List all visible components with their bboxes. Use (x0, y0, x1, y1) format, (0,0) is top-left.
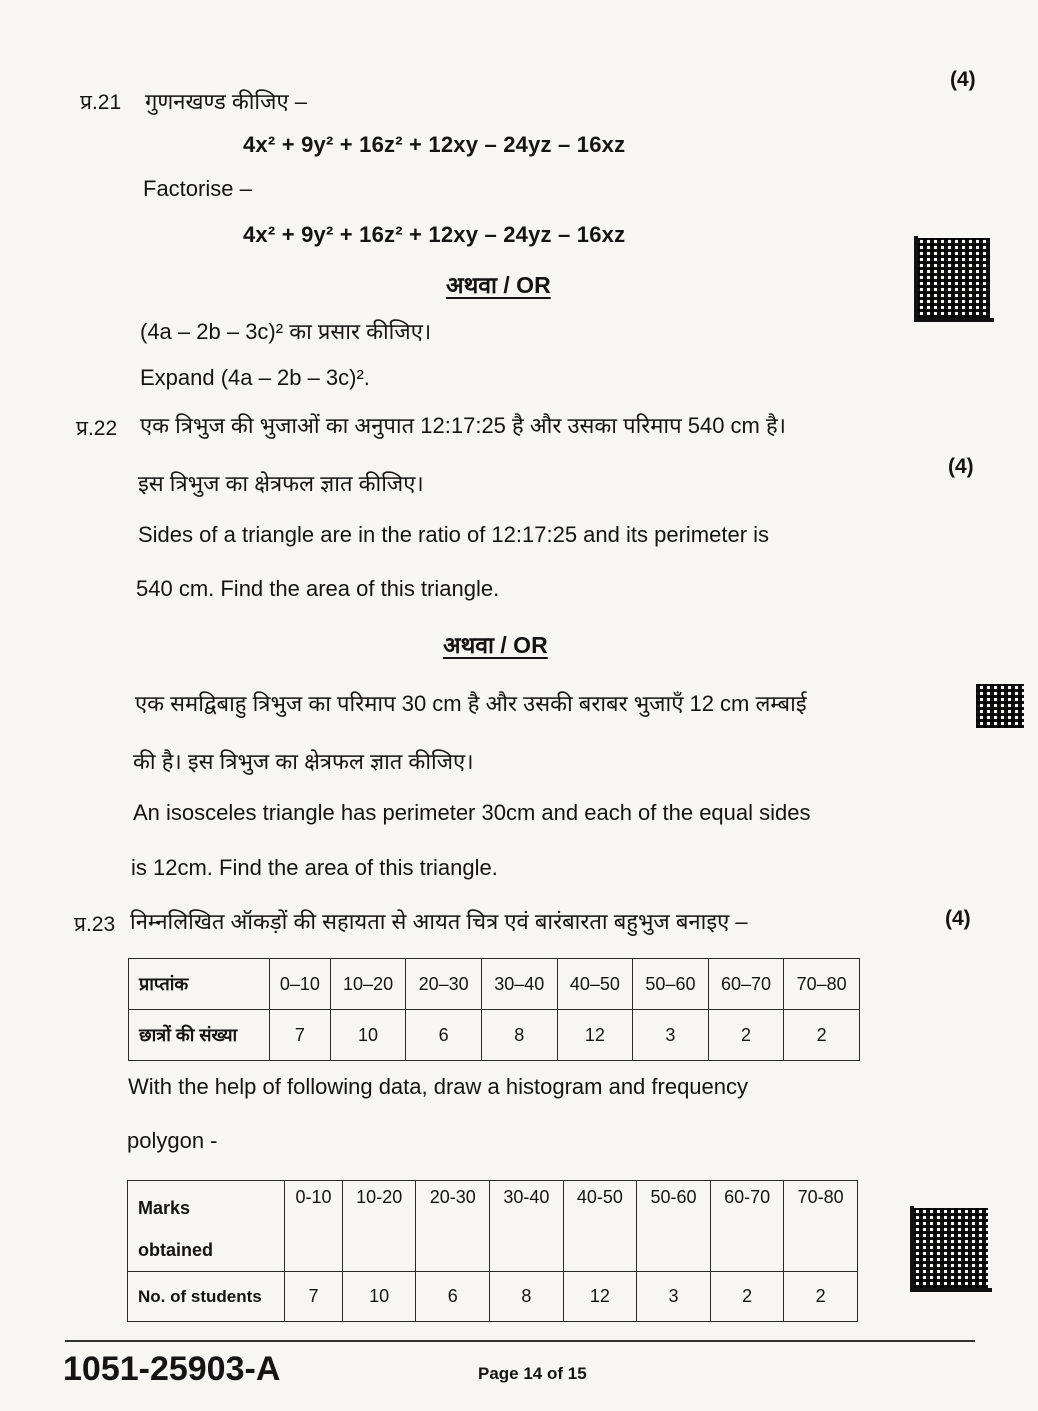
q22-marks: (4) (948, 455, 974, 478)
q23-english-line-2: polygon - (127, 1128, 218, 1153)
datamatrix-frame (914, 236, 994, 322)
table-row (128, 1181, 858, 1272)
table-cell: 70-80 (784, 1181, 858, 1272)
table-cell: 0-10 (285, 1181, 343, 1272)
table-cell: 2 (710, 1272, 784, 1322)
table-cell: 3 (633, 1010, 709, 1061)
table-cell: 12 (557, 1010, 633, 1061)
q22-alt-hindi-line-2: की है। इस त्रिभुज का क्षेत्रफल ज्ञात कीजिए। (133, 749, 474, 774)
q21-marks: (4) (950, 68, 976, 91)
table-cell: 30-40 (490, 1181, 564, 1272)
table-row-label (128, 1181, 285, 1272)
table-cell: 8 (490, 1272, 564, 1322)
table-cell: 50-60 (637, 1181, 711, 1272)
q22-or-divider: अथवा / OR (443, 632, 548, 658)
table-cell: 3 (637, 1272, 711, 1322)
table-row-label: No. of students (128, 1272, 285, 1322)
table-cell: 60-70 (710, 1181, 784, 1272)
qr-code-icon (976, 684, 1024, 728)
hindi-data-table (128, 958, 860, 1061)
marks-label-line-1: Marks (138, 1198, 191, 1218)
table-cell: 0–10 (270, 959, 331, 1010)
q22-alt-english-line-2: is 12cm. Find the area of this triangle. (131, 855, 498, 880)
table-row (129, 1010, 860, 1061)
q23-number: प्र.23 (74, 913, 116, 936)
table-cell: 2 (784, 1010, 860, 1061)
paper-code: 1051-25903-A (63, 1350, 281, 1388)
q21-number: प्र.21 (80, 91, 122, 114)
q23-marks: (4) (945, 907, 971, 930)
table-cell: 12 (563, 1272, 637, 1322)
q21-english-prompt: Factorise – (143, 176, 252, 201)
table-cell: 6 (416, 1272, 490, 1322)
footer-rule (65, 1340, 975, 1342)
table-cell: 2 (784, 1272, 858, 1322)
q21-hindi-prompt: गुणनखण्ड कीजिए – (145, 89, 307, 114)
marks-label-line-2: obtained (138, 1240, 213, 1260)
q22-english-line-2: 540 cm. Find the area of this triangle. (136, 576, 500, 601)
table-cell: 10 (330, 1010, 406, 1061)
table-row (128, 1272, 858, 1322)
table-cell: 20–30 (406, 959, 482, 1010)
q23-english-line-1: With the help of following data, draw a histogram and frequency (128, 1074, 749, 1099)
q22-hindi-line-2: इस त्रिभुज का क्षेत्रफल ज्ञात कीजिए। (138, 471, 424, 496)
table-cell: 10 (342, 1272, 416, 1322)
english-data-table (127, 1180, 858, 1322)
q21-expression-english: 4x² + 9y² + 16z² + 12xy – 24yz – 16xz (243, 222, 626, 247)
q22-english-line-1: Sides of a triangle are in the ratio of 12:17:25 and its perimeter is (138, 522, 770, 547)
page-number: Page 14 of 15 (478, 1364, 587, 1383)
table-cell: 40–50 (557, 959, 633, 1010)
q21-expression-hindi: 4x² + 9y² + 16z² + 12xy – 24yz – 16xz (243, 132, 626, 157)
table-cell: 8 (481, 1010, 557, 1061)
table-cell: 40-50 (563, 1181, 637, 1272)
table-cell: 2 (708, 1010, 784, 1061)
table-row (129, 959, 860, 1010)
table-cell: 7 (285, 1272, 343, 1322)
q21-or-divider: अथवा / OR (446, 272, 551, 298)
q22-hindi-line-1: एक त्रिभुज की भुजाओं का अनुपात 12:17:25 है और उसका परिमाप 540 cm है। (140, 413, 787, 438)
table-cell: 10–20 (330, 959, 406, 1010)
table-cell: 30–40 (481, 959, 557, 1010)
q22-alt-hindi-line-1: एक समद्विबाहु त्रिभुज का परिमाप 30 cm है और उसकी बराबर भुजाएँ 12 cm लम्बाई (135, 691, 807, 716)
q21-alt-english: Expand (4a – 2b – 3c)². (140, 365, 370, 390)
table-cell: 60–70 (708, 959, 784, 1010)
q22-alt-english-line-1: An isosceles triangle has perimeter 30cm and each of the equal sides (133, 800, 811, 825)
table-cell: 7 (270, 1010, 331, 1061)
table-cell: 20-30 (416, 1181, 490, 1272)
table-cell: 10-20 (342, 1181, 416, 1272)
q23-hindi-prompt: निम्नलिखित ऑकड़ों की सहायता से आयत चित्र एवं बारंबारता बहुभुज बनाइए – (130, 909, 748, 934)
table-cell: 70–80 (784, 959, 860, 1010)
table-cell: 50–60 (633, 959, 709, 1010)
q22-number: प्र.22 (76, 417, 118, 440)
q21-alt-hindi: (4a – 2b – 3c)² का प्रसार कीजिए। (140, 319, 432, 344)
datamatrix-frame (910, 1206, 992, 1292)
table-cell: 6 (406, 1010, 482, 1061)
table-row-label: छात्रों की संख्या (129, 1010, 270, 1061)
table-row-label: प्राप्तांक (129, 959, 270, 1010)
